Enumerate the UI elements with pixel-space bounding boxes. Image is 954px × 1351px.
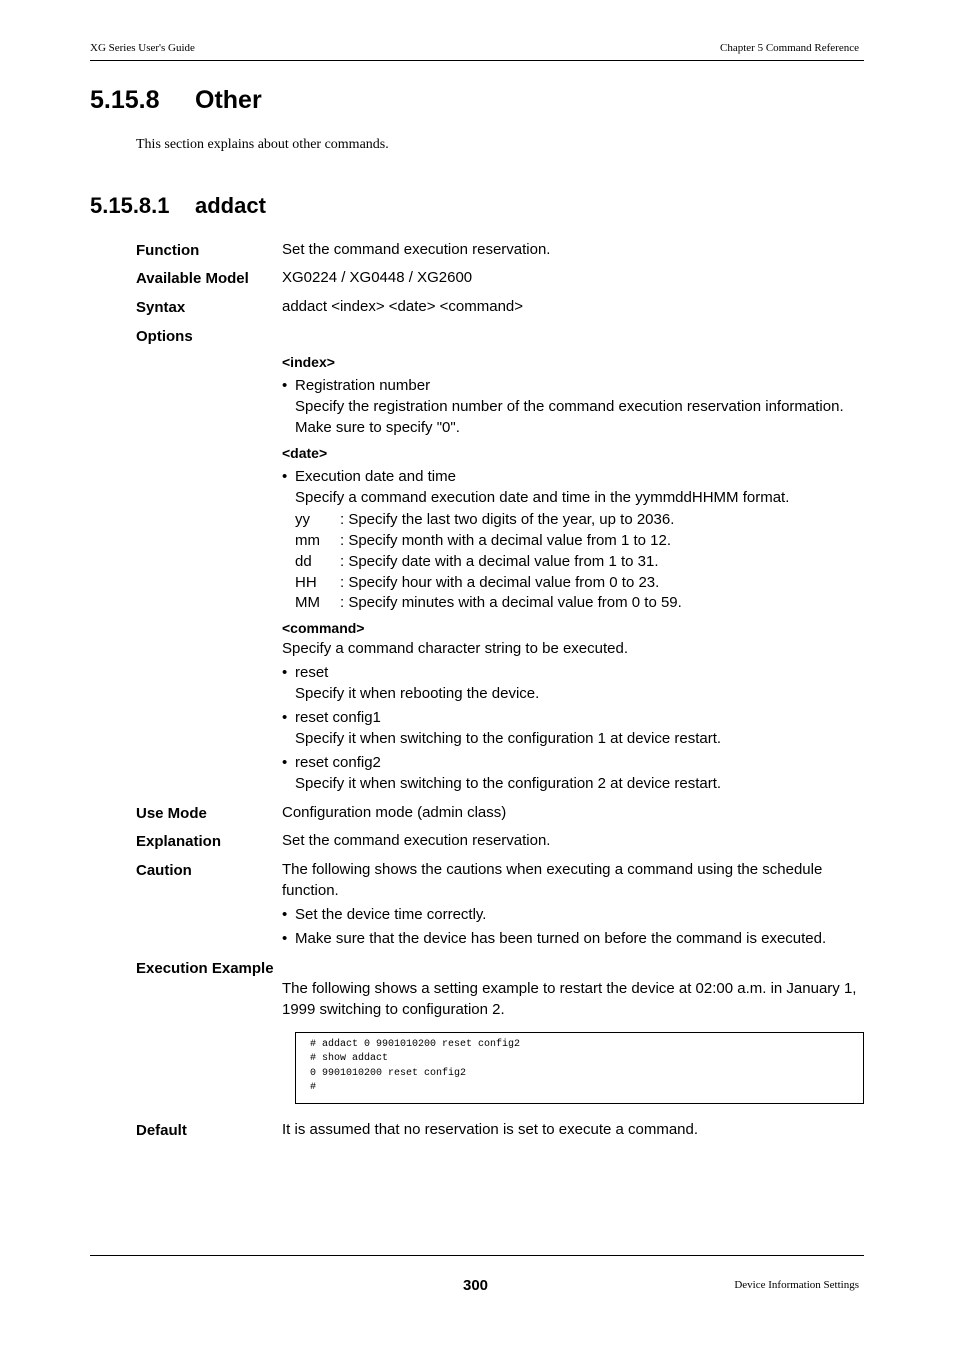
code-line: # show addact <box>310 1053 389 1064</box>
header-chapter: Chapter 5 Command Reference <box>720 42 859 54</box>
function-value: Set the command execution reservation. <box>282 241 551 258</box>
use-mode-value: Configuration mode (admin class) <box>282 804 507 821</box>
example-line-1: The following shows a setting example to restart the device at 02:00 a.m. in January 1, <box>282 980 857 997</box>
section-number: 5.15.8 <box>90 86 160 114</box>
header-guide-title: XG Series User's Guide <box>90 42 195 54</box>
syntax-value: addact <index> <date> <command> <box>282 298 524 315</box>
caution-line-2: function. <box>282 882 339 899</box>
explanation-label: Explanation <box>136 833 222 850</box>
option-index-desc-2: Make sure to specify "0". <box>295 419 460 436</box>
default-value: It is assumed that no reservation is set to execute a command. <box>282 1121 699 1138</box>
command-item-reset-desc: Specify it when rebooting the device. <box>295 685 540 702</box>
option-command-heading: <command> <box>282 620 365 636</box>
option-date-desc: Specify a command execution date and time in the yymmddHHMM format. <box>295 489 790 506</box>
section-title: Other <box>195 86 262 114</box>
explanation-value: Set the command execution reservation. <box>282 832 551 849</box>
syntax-label: Syntax <box>136 299 186 316</box>
command-item-reset-config2-desc: Specify it when switching to the configuration 2 at device restart. <box>295 775 722 792</box>
code-line: # addact 0 9901010200 reset config2 <box>310 1039 521 1050</box>
option-index-heading: <index> <box>282 354 335 370</box>
function-label: Function <box>136 242 200 259</box>
option-command-desc: Specify a command character string to be executed. <box>282 640 629 657</box>
option-index-desc-1: Specify the registration number of the command execution reservation information. <box>295 398 844 415</box>
subsection-title: addact <box>195 193 266 218</box>
code-line: 0 9901010200 reset config2 <box>310 1068 467 1079</box>
footer-section: Device Information Settings <box>734 1279 859 1291</box>
default-label: Default <box>136 1122 187 1139</box>
example-label: Execution Example <box>136 960 274 977</box>
model-value: XG0224 / XG0448 / XG2600 <box>282 269 473 286</box>
section-heading <box>90 86 262 115</box>
caution-line-1: The following shows the cautions when executing a command using the schedule <box>282 861 823 878</box>
model-label: Available Model <box>136 270 249 287</box>
use-mode-label: Use Mode <box>136 805 207 822</box>
option-date-heading: <date> <box>282 445 328 461</box>
header-rule <box>90 60 864 61</box>
footer-rule <box>90 1255 864 1256</box>
command-item-reset-config1-desc: Specify it when switching to the configuration 1 at device restart. <box>295 730 722 747</box>
page-number: 300 <box>463 1277 489 1294</box>
example-line-2: 1999 switching to configuration 2. <box>282 1001 505 1018</box>
code-line: # <box>310 1082 317 1093</box>
code-example-box <box>295 1032 864 1104</box>
subsection-number: 5.15.8.1 <box>90 193 170 218</box>
caution-label: Caution <box>136 862 192 879</box>
section-intro: This section explains about other commands. <box>136 137 389 152</box>
subsection-heading <box>90 193 266 219</box>
options-label: Options <box>136 328 193 345</box>
